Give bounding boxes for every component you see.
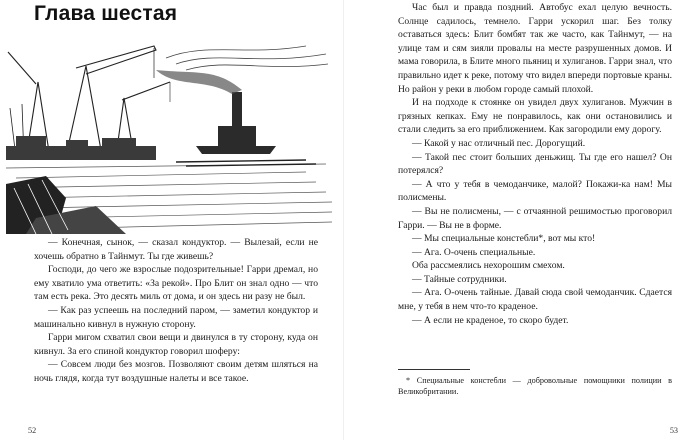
paragraph: Оба рассмеялись нехорошим смехом. (412, 260, 565, 272)
paragraph: — Вы не полисмены, — с отчаянной решимостью проговорил Гарри. — Вы не в форме. (398, 205, 672, 231)
paragraph: — Такой пес стоит больших деньжищ. Ты где его нашел? Он потерялся? (398, 151, 672, 177)
paragraph: Гарри мигом схватил свои вещи и двинулся в ту сторону, куда он кивнул. За его спиной кондуктор говорил шоферу: (34, 332, 318, 357)
footnote-text: * Специальные констебли — добровольные помощники полиции в Великобритании. (398, 376, 672, 396)
paragraph: — Ага. О-очень тайные. Давай сюда свой чемоданчик. Сдается мне, у тебя в нем что-то краденое. (398, 287, 672, 313)
smoke (166, 46, 328, 70)
paragraph: И на подходе к стоянке он увидел двух хулиганов. Мужчин в грязных кепках. Ему не понравилось, как они остановились и стали следить за его приближением. Как загородили ему дорогу. (398, 97, 672, 136)
foreground-rocks (6, 176, 126, 234)
chapter-title: Глава шестая (34, 2, 178, 25)
paragraph: Господи, до чего же взрослые подозрительные! Гарри дремал, но ему хватило ума ответить: «За рекой». Про Блит он знал одно — что там есть река. Это десять миль от дома, и он здесь ни разу не был. (34, 264, 318, 303)
page-number-left: 52 (28, 426, 37, 435)
right-text-block (398, 1, 672, 327)
shore-buildings (6, 136, 156, 160)
paragraph: — А если не краденое, то скоро будет. (412, 314, 569, 326)
footnote (398, 375, 672, 397)
harbour-illustration (6, 38, 332, 234)
paragraph: — Какой у нас отличный пес. Дорогущий. (412, 137, 586, 149)
paragraph: — А что у тебя в чемоданчике, малой? Покажи-ка нам! Мы полисмены. (398, 178, 672, 204)
paragraph: — Мы специальные констебли*, вот мы кто! (412, 233, 596, 245)
paragraph: — Конечная, сынок, — сказал кондуктор. — Вылезай, если не хочешь обратно в Тайнмут. Ты где живешь? (34, 237, 318, 262)
right-page (344, 0, 688, 440)
paragraph: Час был и правда поздний. Автобус ехал целую вечность. Солнце садилось, темнело. Гарри ускорил шаг. Без толку оставаться здесь: Блит бомбят так же часто, как Тайнмут, — на улице там и сям зияли провалы на месте разрушенных домов. И мама говорила, в Блите много пьяниц и хулиганов. Гарри знал, что правильно идет к реке, потому что видел впереди портовые краны. Но район у реки в любом городе самый плохой. (398, 2, 672, 95)
paragraph: — Ага. О-очень специальные. (412, 246, 536, 258)
left-text-block (34, 236, 318, 386)
paragraph: — Тайные сотрудники. (412, 273, 507, 285)
paragraph: — Как раз успеешь на последний паром, — заметил кондуктор и машинально кивнул в нужную сторону. (34, 304, 318, 330)
paragraph: — Совсем люди без мозгов. Позволяют своим детям шляться на ночь глядя, когда тут воздушные налеты и все такое. (34, 359, 318, 384)
steamship (156, 70, 276, 154)
page-number-right: 53 (669, 426, 678, 435)
footnote-rule (398, 369, 470, 370)
